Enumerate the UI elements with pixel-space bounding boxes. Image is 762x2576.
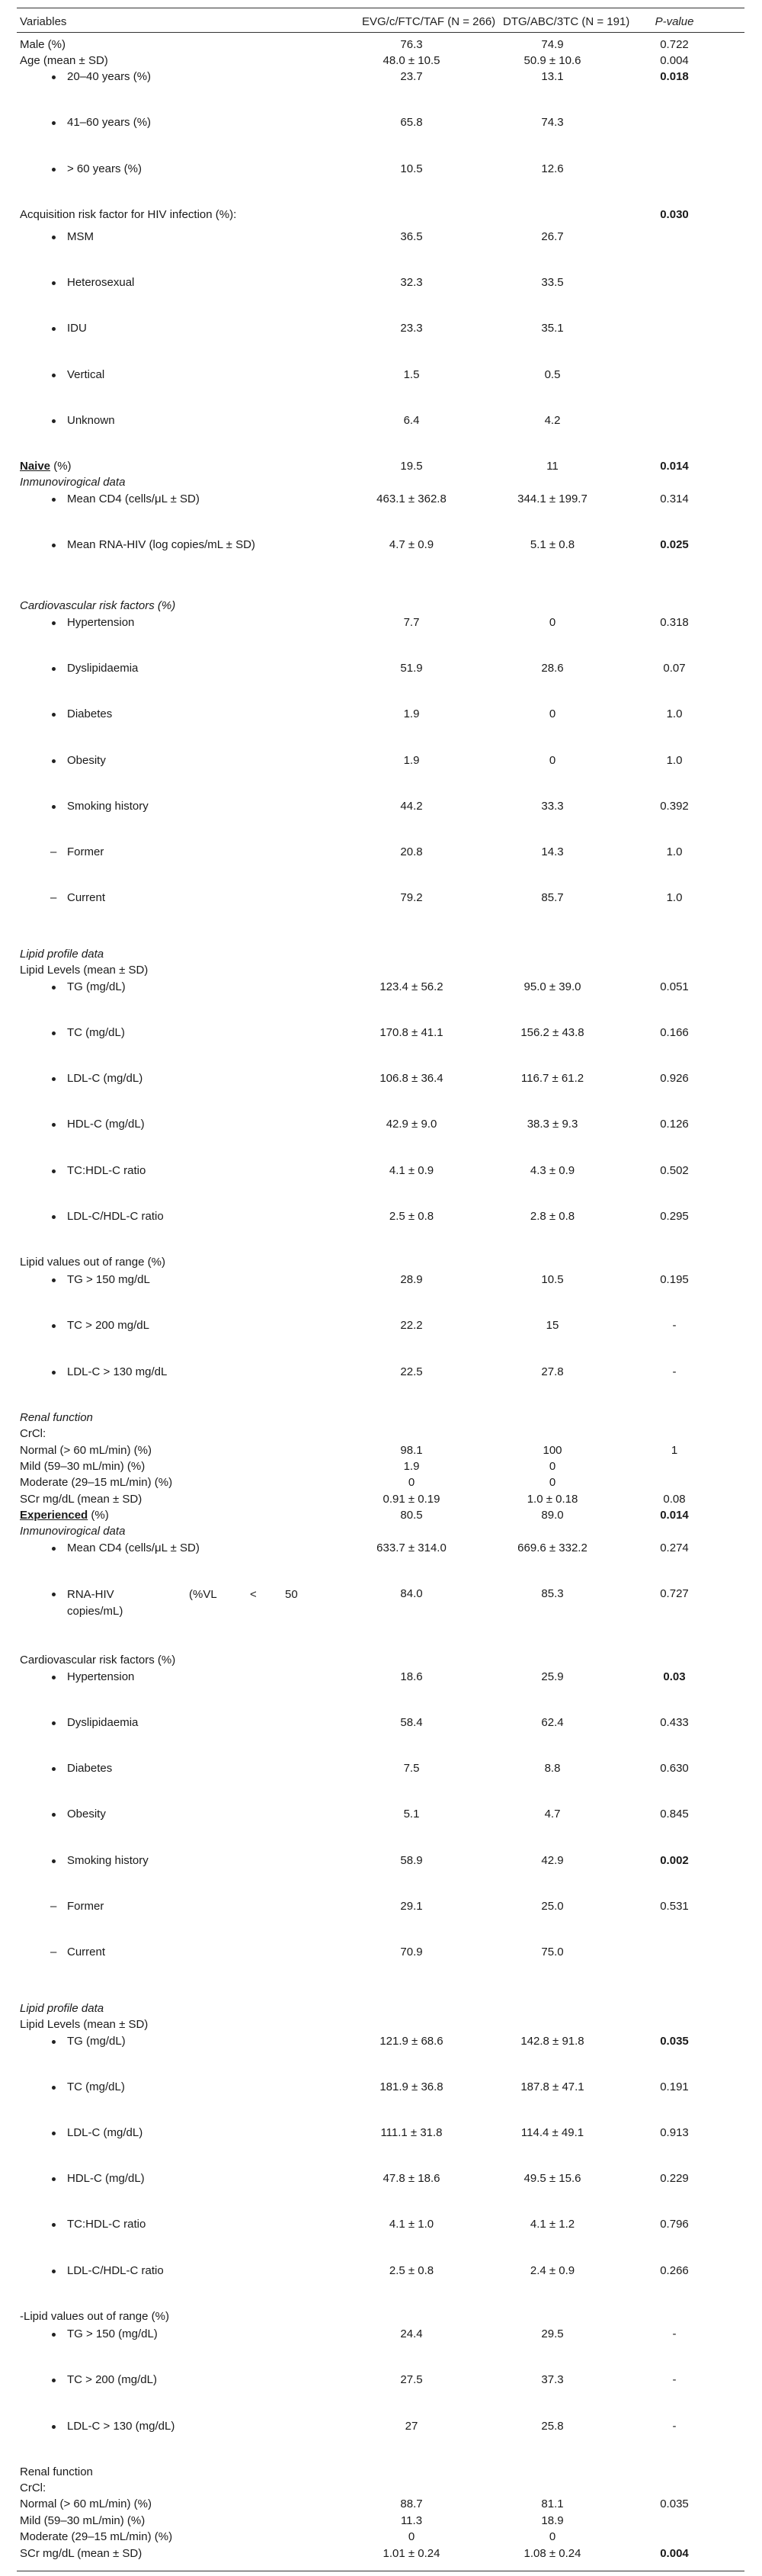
- p-value: 0.318: [660, 616, 689, 629]
- row-label: Lipid profile data: [20, 2002, 104, 2015]
- group-label: [20, 1509, 109, 1522]
- dtg-value: 2.8 ± 0.8: [530, 1210, 575, 1223]
- evg-value: 11.3: [400, 2514, 423, 2527]
- bullet-icon: [52, 759, 56, 763]
- bullet-icon: [52, 121, 56, 125]
- row-label: Mild (59–30 mL/min) (%): [20, 2514, 146, 2527]
- p-value: 1: [671, 1444, 678, 1457]
- dtg-value: 187.8 ± 47.1: [520, 2080, 584, 2093]
- row-label: Moderate (29–15 mL/min) (%): [20, 2530, 173, 2543]
- evg-value: 76.3: [400, 38, 423, 51]
- header-variables: Variables: [20, 15, 67, 28]
- p-value: 0.126: [660, 1118, 689, 1131]
- bullet-icon: [52, 1767, 56, 1771]
- dtg-value: 8.8: [544, 1762, 561, 1775]
- bullet-icon: [52, 2040, 56, 2044]
- row-label: Acquisition risk factor for HIV infection (%):: [20, 208, 237, 221]
- row-label: IDU: [67, 322, 87, 335]
- bullet-icon: [52, 1031, 56, 1035]
- p-value: -: [672, 2373, 677, 2386]
- evg-value: 27.5: [400, 2373, 423, 2386]
- p-value: 1.0: [666, 754, 683, 767]
- group-suffix: (%): [50, 460, 72, 473]
- dtg-value: 0: [549, 1476, 556, 1489]
- row-label: HDL-C (mg/dL): [67, 2172, 145, 2185]
- dtg-value: 33.3: [541, 800, 564, 813]
- row-label: TC > 200 (mg/dL): [67, 2373, 157, 2386]
- bullet-icon: [52, 419, 56, 423]
- evg-value: 1.9: [403, 754, 420, 767]
- dtg-value: 25.9: [541, 1670, 564, 1683]
- dtg-value: 344.1 ± 199.7: [517, 492, 588, 505]
- p-value: 0.014: [660, 1509, 689, 1522]
- evg-value: 29.1: [400, 1900, 423, 1913]
- evg-value: 47.8 ± 18.6: [383, 2172, 440, 2185]
- evg-value: 27: [405, 2420, 418, 2433]
- p-value: 1.0: [666, 845, 683, 858]
- evg-value: 70.9: [400, 1946, 423, 1958]
- evg-value: 98.1: [400, 1444, 423, 1457]
- row-label: TC:HDL-C ratio: [67, 1164, 146, 1177]
- dtg-value: 85.3: [541, 1587, 564, 1600]
- dtg-value: 15: [546, 1319, 559, 1332]
- p-value: -: [672, 1319, 677, 1332]
- dtg-value: 85.7: [541, 891, 564, 904]
- evg-value: 5.1: [403, 1808, 420, 1821]
- bullet-icon: [52, 2379, 56, 2382]
- evg-value: 121.9 ± 68.6: [379, 2035, 443, 2048]
- row-label: Heterosexual: [67, 276, 135, 289]
- evg-value: 4.1 ± 1.0: [389, 2218, 434, 2231]
- row-label: Smoking history: [67, 1854, 149, 1867]
- evg-value: 1.9: [403, 1460, 420, 1473]
- p-value: 0.018: [660, 70, 689, 83]
- row-label: Diabetes: [67, 1762, 113, 1775]
- bullet-icon: [52, 1324, 56, 1328]
- dtg-value: 42.9: [541, 1854, 564, 1867]
- dtg-value: 12.6: [541, 162, 564, 175]
- bullet-icon: [52, 2223, 56, 2227]
- evg-value: 58.4: [400, 1716, 423, 1729]
- dtg-value: 18.9: [541, 2514, 564, 2527]
- evg-value: 106.8 ± 36.4: [379, 1072, 443, 1085]
- bullet-icon: [52, 1169, 56, 1173]
- group-label: [20, 460, 72, 473]
- p-value: 0.433: [660, 1716, 689, 1729]
- row-label: Former: [67, 845, 104, 858]
- group-name: Naive: [20, 460, 51, 473]
- row-label: Renal function: [20, 2465, 93, 2478]
- row-label: Cardiovascular risk factors (%): [20, 599, 176, 612]
- row-label: LDL-C/HDL-C ratio: [67, 1210, 164, 1223]
- bullet-icon: [52, 1215, 56, 1219]
- dtg-value: 2.4 ± 0.9: [530, 2264, 575, 2277]
- bullet-icon: [52, 667, 56, 671]
- row-label: TC:HDL-C ratio: [67, 2218, 146, 2231]
- evg-value: 51.9: [400, 662, 423, 675]
- row-label: TG (mg/dL): [67, 980, 126, 993]
- dtg-value: 35.1: [541, 322, 564, 335]
- row-label: Obesity: [67, 1808, 106, 1821]
- row-label: SCr mg/dL (mean ± SD): [20, 2547, 142, 2560]
- p-value: 0.166: [660, 1026, 689, 1039]
- dtg-value: 26.7: [541, 230, 564, 243]
- bullet-icon: [52, 2177, 56, 2181]
- dtg-value: 116.7 ± 61.2: [520, 1072, 584, 1085]
- evg-value: 19.5: [400, 460, 423, 473]
- dtg-value: 114.4 ± 49.1: [520, 2126, 584, 2139]
- header-evg: EVG/c/FTC/TAF (N = 266): [362, 15, 496, 28]
- row-label: Vertical: [67, 368, 105, 381]
- evg-value: 463.1 ± 362.8: [376, 492, 447, 505]
- row-label: Mild (59–30 mL/min) (%): [20, 1460, 146, 1473]
- bullet-icon: [52, 1859, 56, 1863]
- row-label: -Lipid values out of range (%): [20, 2310, 169, 2323]
- dtg-value: 27.8: [541, 1365, 564, 1378]
- p-value: 0.191: [660, 2080, 689, 2093]
- dash-icon: –: [50, 891, 57, 904]
- evg-value: 65.8: [400, 116, 423, 129]
- dtg-value: 0: [549, 1460, 556, 1473]
- dtg-value: 49.5 ± 15.6: [523, 2172, 581, 2185]
- dtg-value: 4.2: [544, 414, 561, 427]
- group-name: Experienced: [20, 1509, 88, 1522]
- dtg-value: 0: [549, 754, 556, 767]
- row-label: 41–60 years (%): [67, 116, 152, 129]
- dtg-value: 5.1 ± 0.8: [530, 538, 575, 551]
- evg-value: 4.1 ± 0.9: [389, 1164, 434, 1177]
- dtg-value: 28.6: [541, 662, 564, 675]
- evg-value: 1.5: [403, 368, 420, 381]
- evg-value: 22.5: [400, 1365, 423, 1378]
- row-label: Diabetes: [67, 707, 113, 720]
- evg-value: 10.5: [400, 162, 423, 175]
- p-value: 0.004: [660, 2547, 689, 2560]
- p-value: 0.030: [660, 208, 689, 221]
- row-label: TG (mg/dL): [67, 2035, 126, 2048]
- p-value: 0.002: [660, 1854, 689, 1867]
- row-label: SCr mg/dL (mean ± SD): [20, 1493, 142, 1506]
- bullet-icon: [52, 281, 56, 285]
- evg-value: 633.7 ± 314.0: [376, 1541, 447, 1554]
- dtg-value: 38.3 ± 9.3: [527, 1118, 578, 1131]
- row-label: Inmunovirogical data: [20, 476, 126, 489]
- evg-value: 42.9 ± 9.0: [386, 1118, 437, 1131]
- p-value: -: [672, 2420, 677, 2433]
- row-label: LDL-C (mg/dL): [67, 1072, 143, 1085]
- row-label-part: (%VL: [189, 1588, 217, 1601]
- row-label: Inmunovirogical data: [20, 1525, 126, 1538]
- dtg-value: 25.8: [541, 2420, 564, 2433]
- bullet-icon: [52, 327, 56, 331]
- evg-value: 170.8 ± 41.1: [379, 1026, 443, 1039]
- dtg-value: 29.5: [541, 2327, 564, 2340]
- evg-value: 23.3: [400, 322, 423, 335]
- bullet-icon: [52, 1813, 56, 1817]
- dash-icon: –: [50, 1946, 57, 1958]
- row-label-part: 50: [285, 1588, 298, 1601]
- evg-value: 48.0 ± 10.5: [383, 54, 440, 67]
- row-label: TC (mg/dL): [67, 2080, 125, 2093]
- p-value: 0.035: [660, 2497, 689, 2510]
- p-value: 0.051: [660, 980, 689, 993]
- bullet-icon: [52, 2425, 56, 2429]
- row-label: CrCl:: [20, 1427, 46, 1440]
- evg-value: 0: [408, 2530, 415, 2543]
- row-label-part: copies/mL): [67, 1605, 123, 1618]
- row-label: Lipid Levels (mean ± SD): [20, 964, 149, 977]
- bullet-icon: [52, 1721, 56, 1725]
- row-label: Male (%): [20, 38, 66, 51]
- row-label: LDL-C (mg/dL): [67, 2126, 143, 2139]
- row-label: Dyslipidaemia: [67, 1716, 139, 1729]
- row-label: Age (mean ± SD): [20, 54, 108, 67]
- dtg-value: 50.9 ± 10.6: [523, 54, 581, 67]
- evg-value: 2.5 ± 0.8: [389, 1210, 434, 1223]
- row-label: Renal function: [20, 1411, 93, 1424]
- row-label: CrCl:: [20, 2481, 46, 2494]
- dtg-value: 75.0: [541, 1946, 564, 1958]
- evg-value: 4.7 ± 0.9: [389, 538, 434, 551]
- bullet-icon: [52, 1278, 56, 1282]
- p-value: 0.727: [660, 1587, 689, 1600]
- p-value: 0.035: [660, 2035, 689, 2048]
- row-label: LDL-C > 130 (mg/dL): [67, 2420, 175, 2433]
- evg-value: 23.7: [400, 70, 423, 83]
- row-label: Hypertension: [67, 1670, 135, 1683]
- dtg-value: 669.6 ± 332.2: [517, 1541, 588, 1554]
- row-label: TG > 150 mg/dL: [67, 1273, 150, 1286]
- p-value: -: [672, 2327, 677, 2340]
- evg-value: 22.2: [400, 1319, 423, 1332]
- evg-value: 7.5: [403, 1762, 420, 1775]
- bullet-icon: [52, 713, 56, 717]
- row-label: HDL-C (mg/dL): [67, 1118, 145, 1131]
- row-label: MSM: [67, 230, 94, 243]
- p-value: 0.722: [660, 38, 689, 51]
- dtg-value: 13.1: [541, 70, 564, 83]
- bullet-icon: [52, 236, 56, 239]
- row-label: Moderate (29–15 mL/min) (%): [20, 1476, 173, 1489]
- row-label: Mean RNA-HIV (log copies/mL ± SD): [67, 538, 255, 551]
- p-value: 0.025: [660, 538, 689, 551]
- dtg-value: 142.8 ± 91.8: [520, 2035, 584, 2048]
- row-label: > 60 years (%): [67, 162, 142, 175]
- evg-value: 0.91 ± 0.19: [383, 1493, 440, 1506]
- evg-value: 2.5 ± 0.8: [389, 2264, 434, 2277]
- row-label: Normal (> 60 mL/min) (%): [20, 1444, 152, 1457]
- evg-value: 181.9 ± 36.8: [379, 2080, 443, 2093]
- bullet-icon: [52, 1123, 56, 1127]
- row-label: Unknown: [67, 414, 115, 427]
- row-label: Lipid profile data: [20, 948, 104, 961]
- bullet-icon: [52, 1676, 56, 1679]
- dtg-value: 62.4: [541, 1716, 564, 1729]
- evg-value: 0: [408, 1476, 415, 1489]
- dtg-value: 74.9: [541, 38, 564, 51]
- dtg-value: 4.1 ± 1.2: [530, 2218, 575, 2231]
- p-value: 0.03: [663, 1670, 686, 1683]
- p-value: 0.392: [660, 800, 689, 813]
- row-label: TC (mg/dL): [67, 1026, 125, 1039]
- evg-value: 36.5: [400, 230, 423, 243]
- header-dtg: DTG/ABC/3TC (N = 191): [503, 15, 630, 28]
- row-label: Current: [67, 1946, 106, 1958]
- row-label: 20–40 years (%): [67, 70, 152, 83]
- dash-icon: –: [50, 845, 57, 858]
- dash-icon: –: [50, 1900, 57, 1913]
- row-label: TG > 150 (mg/dL): [67, 2327, 158, 2340]
- dtg-value: 81.1: [541, 2497, 564, 2510]
- row-label: Current: [67, 891, 106, 904]
- row-label-part: <: [250, 1588, 257, 1601]
- row-label: Hypertension: [67, 616, 135, 629]
- bullet-icon: [52, 1077, 56, 1081]
- p-value: 0.274: [660, 1541, 689, 1554]
- table-header-rule: [17, 32, 744, 33]
- row-label: Lipid Levels (mean ± SD): [20, 2018, 149, 2031]
- p-value: 0.08: [663, 1493, 686, 1506]
- p-value: 0.845: [660, 1808, 689, 1821]
- dtg-value: 25.0: [541, 1900, 564, 1913]
- dtg-value: 74.3: [541, 116, 564, 129]
- p-value: 0.004: [660, 54, 689, 67]
- p-value: 0.926: [660, 1072, 689, 1085]
- bullet-icon: [52, 2333, 56, 2337]
- row-label: Smoking history: [67, 800, 149, 813]
- evg-value: 1.01 ± 0.24: [383, 2547, 440, 2560]
- p-value: 0.07: [663, 662, 686, 675]
- evg-value: 80.5: [400, 1509, 423, 1522]
- dtg-value: 4.3 ± 0.9: [530, 1164, 575, 1177]
- bullet-icon: [52, 2132, 56, 2135]
- dtg-value: 11: [546, 460, 559, 473]
- row-label: LDL-C/HDL-C ratio: [67, 2264, 164, 2277]
- dtg-value: 0: [549, 707, 556, 720]
- bullet-icon: [52, 1371, 56, 1375]
- evg-value: 18.6: [400, 1670, 423, 1683]
- row-label: Mean CD4 (cells/μL ± SD): [67, 1541, 200, 1554]
- row-label: Lipid values out of range (%): [20, 1256, 165, 1269]
- dtg-value: 0: [549, 2530, 556, 2543]
- bullet-icon: [52, 75, 56, 79]
- dtg-value: 95.0 ± 39.0: [523, 980, 581, 993]
- dtg-value: 4.7: [544, 1808, 561, 1821]
- evg-value: 1.9: [403, 707, 420, 720]
- evg-value: 20.8: [400, 845, 423, 858]
- evg-value: 88.7: [400, 2497, 423, 2510]
- dtg-value: 1.0 ± 0.18: [527, 1493, 578, 1506]
- dtg-value: 37.3: [541, 2373, 564, 2386]
- bullet-icon: [52, 498, 56, 502]
- bullet-icon: [52, 544, 56, 547]
- p-value: 1.0: [666, 707, 683, 720]
- dtg-value: 1.08 ± 0.24: [523, 2547, 581, 2560]
- bullet-icon: [52, 374, 56, 377]
- bullet-icon: [52, 168, 56, 172]
- p-value: 0.502: [660, 1164, 689, 1177]
- dtg-value: 33.5: [541, 276, 564, 289]
- dtg-value: 0.5: [544, 368, 561, 381]
- row-label: Former: [67, 1900, 104, 1913]
- evg-value: 79.2: [400, 891, 423, 904]
- dtg-value: 0: [549, 616, 556, 629]
- evg-value: 44.2: [400, 800, 423, 813]
- row-label-part: RNA-HIV: [67, 1588, 114, 1601]
- p-value: 0.796: [660, 2218, 689, 2231]
- row-label: TC > 200 mg/dL: [67, 1319, 149, 1332]
- p-value: 1.0: [666, 891, 683, 904]
- group-suffix: (%): [88, 1509, 109, 1522]
- p-value: 0.014: [660, 460, 689, 473]
- row-label: Mean CD4 (cells/μL ± SD): [67, 492, 200, 505]
- bullet-icon: [52, 1547, 56, 1551]
- evg-value: 111.1 ± 31.8: [380, 2126, 443, 2139]
- dtg-value: 100: [543, 1444, 562, 1457]
- bullet-icon: [52, 621, 56, 625]
- header-p-value: P-value: [655, 15, 694, 28]
- p-value: 0.630: [660, 1762, 689, 1775]
- p-value: 0.229: [660, 2172, 689, 2185]
- bullet-icon: [52, 805, 56, 809]
- p-value: 0.913: [660, 2126, 689, 2139]
- row-label: LDL-C > 130 mg/dL: [67, 1365, 168, 1378]
- p-value: 0.531: [660, 1900, 689, 1913]
- bullet-icon: [52, 1593, 56, 1596]
- dtg-value: 89.0: [541, 1509, 564, 1522]
- bullet-icon: [52, 2270, 56, 2273]
- evg-value: 58.9: [400, 1854, 423, 1867]
- row-label: Dyslipidaemia: [67, 662, 139, 675]
- evg-value: 7.7: [403, 616, 420, 629]
- dtg-value: 156.2 ± 43.8: [520, 1026, 584, 1039]
- p-value: -: [672, 1365, 677, 1378]
- evg-value: 32.3: [400, 276, 423, 289]
- p-value: 0.266: [660, 2264, 689, 2277]
- bullet-icon: [52, 986, 56, 990]
- p-value: 0.295: [660, 1210, 689, 1223]
- evg-value: 123.4 ± 56.2: [379, 980, 443, 993]
- evg-value: 84.0: [400, 1587, 423, 1600]
- p-value: 0.195: [660, 1273, 689, 1286]
- evg-value: 28.9: [400, 1273, 423, 1286]
- dtg-value: 14.3: [541, 845, 564, 858]
- p-value: 0.314: [660, 492, 689, 505]
- row-label: Obesity: [67, 754, 106, 767]
- row-label: Normal (> 60 mL/min) (%): [20, 2497, 152, 2510]
- dtg-value: 10.5: [541, 1273, 564, 1286]
- evg-value: 24.4: [400, 2327, 423, 2340]
- evg-value: 6.4: [403, 414, 420, 427]
- row-label: Cardiovascular risk factors (%): [20, 1654, 176, 1667]
- bullet-icon: [52, 2086, 56, 2090]
